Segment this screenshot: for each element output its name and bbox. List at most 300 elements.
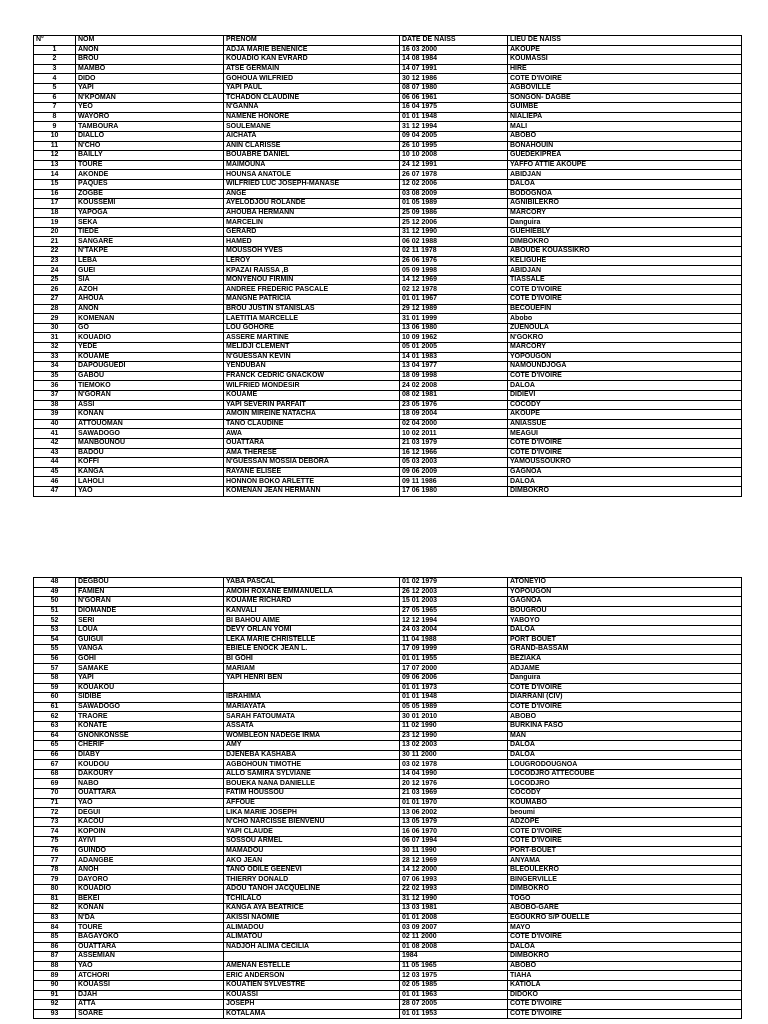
date-cell: 17 07 2000: [400, 664, 508, 674]
table-row: [34, 990, 742, 1000]
table-row: [34, 1000, 742, 1010]
lieu-cell: KATIOLA: [508, 980, 742, 990]
lieu-cell: BINGERVILLE: [508, 875, 742, 885]
table-row: [34, 429, 742, 439]
date-cell: 17 09 1999: [400, 645, 508, 655]
nom-cell: KONAN: [76, 904, 224, 914]
prenom-cell: ANGE: [224, 189, 400, 199]
date-cell: 01 01 1953: [400, 1009, 508, 1019]
row-number-cell: 16: [34, 189, 76, 199]
date-cell: 10 10 2008: [400, 151, 508, 161]
lieu-cell: beoumi: [508, 808, 742, 818]
row-number-cell: 7: [34, 103, 76, 113]
row-number-cell: 58: [34, 673, 76, 683]
date-cell: 29 12 1989: [400, 304, 508, 314]
lieu-cell: LOCODJRO ATTECOUBE: [508, 769, 742, 779]
prenom-cell: GÉRARD: [224, 227, 400, 237]
row-number-cell: 29: [34, 314, 76, 324]
lieu-cell: YOPOUGON: [508, 587, 742, 597]
lieu-cell: GUIMBE: [508, 103, 742, 113]
prenom-cell: AHOUBA HERMANN: [224, 208, 400, 218]
nom-cell: N'DA: [76, 913, 224, 923]
nom-cell: ASSEMIAN: [76, 952, 224, 962]
date-cell: 26 10 1995: [400, 141, 508, 151]
prenom-cell: ATSE GERMAIN: [224, 64, 400, 74]
date-cell: 26 06 1976: [400, 256, 508, 266]
date-cell: 11 05 1965: [400, 961, 508, 971]
table-row: [34, 856, 742, 866]
nom-cell: KOUASSI: [76, 980, 224, 990]
lieu-cell: AKOUPE: [508, 410, 742, 420]
date-cell: 05 05 1989: [400, 702, 508, 712]
nom-cell: SAMAKE: [76, 664, 224, 674]
prenom-cell: [224, 683, 400, 693]
table-row: [34, 702, 742, 712]
lieu-cell: COTE D'IVOIRE: [508, 932, 742, 942]
prenom-cell: TCHADON CLAUDINE: [224, 93, 400, 103]
nom-cell: CHERIF: [76, 741, 224, 751]
lieu-cell: ABOUDE KOUASSIKRO: [508, 247, 742, 257]
table-row: [34, 760, 742, 770]
nom-cell: FAMIEN: [76, 587, 224, 597]
lieu-cell: COTE D'IVOIRE: [508, 837, 742, 847]
nom-cell: AKONDE: [76, 170, 224, 180]
table-row: [34, 942, 742, 952]
lieu-cell: COTE D'IVOIRE: [508, 295, 742, 305]
prenom-cell: DEVY ORLAN YOMI: [224, 625, 400, 635]
prenom-cell: IBRAHIMA: [224, 693, 400, 703]
table-row: [34, 827, 742, 837]
row-number-cell: 53: [34, 625, 76, 635]
lieu-cell: COTE D'IVOIRE: [508, 1009, 742, 1019]
prenom-cell: KOUASSI: [224, 990, 400, 1000]
date-cell: 12 12 1994: [400, 616, 508, 626]
date-cell: 08 07 1980: [400, 83, 508, 93]
date-cell: 01 08 2008: [400, 942, 508, 952]
prenom-cell: AMOIH ROXANE EMMANUELLA: [224, 587, 400, 597]
nom-cell: MANBOUNOU: [76, 438, 224, 448]
lieu-cell: DALOA: [508, 625, 742, 635]
table-row: [34, 227, 742, 237]
row-number-cell: 82: [34, 904, 76, 914]
nom-cell: AHOUA: [76, 295, 224, 305]
nom-cell: N'TAKPE: [76, 247, 224, 257]
nom-cell: TOURE: [76, 923, 224, 933]
table-row: [34, 218, 742, 228]
prenom-cell: ASSERE MARTINE: [224, 333, 400, 343]
lieu-cell: GUEDEKIPREA: [508, 151, 742, 161]
row-number-cell: 90: [34, 980, 76, 990]
date-cell: 09 11 1986: [400, 477, 508, 487]
table-row: [34, 381, 742, 391]
table-row: [34, 295, 742, 305]
nom-cell: KOUAME: [76, 352, 224, 362]
row-number-cell: 3: [34, 64, 76, 74]
nom-cell: GUEI: [76, 266, 224, 276]
lieu-cell: COTE D'IVOIRE: [508, 683, 742, 693]
table-row: [34, 160, 742, 170]
prenom-cell: AYELODJOU ROLANDE: [224, 199, 400, 209]
lieu-cell: DALOA: [508, 179, 742, 189]
date-cell: 14 12 2000: [400, 865, 508, 875]
prenom-cell: NAMENE HONORE: [224, 112, 400, 122]
date-cell: 1984: [400, 952, 508, 962]
date-cell: 24 02 2008: [400, 381, 508, 391]
row-number-cell: 1: [34, 45, 76, 55]
nom-cell: SOARE: [76, 1009, 224, 1019]
prenom-cell: JOSEPH: [224, 1000, 400, 1010]
table-row: [34, 266, 742, 276]
lieu-cell: COTE D'IVOIRE: [508, 438, 742, 448]
nom-cell: MAMBO: [76, 64, 224, 74]
date-cell: 18 09 1998: [400, 371, 508, 381]
date-cell: 28 07 2005: [400, 1000, 508, 1010]
prenom-cell: N'GUESSAN KEVIN: [224, 352, 400, 362]
table-row: [34, 314, 742, 324]
prenom-cell: LEKA MARIE CHRISTELLE: [224, 635, 400, 645]
prenom-cell: YAPI CLAUDE: [224, 827, 400, 837]
table-row: [34, 971, 742, 981]
date-cell: 14 12 1969: [400, 275, 508, 285]
row-number-cell: 88: [34, 961, 76, 971]
date-cell: 05 03 2003: [400, 458, 508, 468]
date-cell: 12 02 2006: [400, 179, 508, 189]
date-cell: 06 02 1988: [400, 237, 508, 247]
nom-cell: SAWADOGO: [76, 429, 224, 439]
row-number-cell: 22: [34, 247, 76, 257]
lieu-cell: GRAND-BASSAM: [508, 645, 742, 655]
table-row: [34, 486, 742, 496]
lieu-cell: KOUMASSI: [508, 55, 742, 65]
table-row: [34, 606, 742, 616]
prenom-cell: AFFOUE: [224, 798, 400, 808]
table-row: [34, 904, 742, 914]
table-row: [34, 817, 742, 827]
lieu-cell: BLEOULEKRO: [508, 865, 742, 875]
nom-cell: ATTOUOMAN: [76, 419, 224, 429]
row-number-cell: 46: [34, 477, 76, 487]
table-row: [34, 923, 742, 933]
lieu-cell: LOUGRODOUGNOA: [508, 760, 742, 770]
lieu-cell: BEZIAKA: [508, 654, 742, 664]
prenom-cell: LEROY: [224, 256, 400, 266]
table-row: [34, 371, 742, 381]
lieu-cell: MARCORY: [508, 343, 742, 353]
date-cell: 12 03 1975: [400, 971, 508, 981]
lieu-cell: ABIDJAN: [508, 170, 742, 180]
row-number-cell: 8: [34, 112, 76, 122]
nom-cell: BROU: [76, 55, 224, 65]
table-row: [34, 275, 742, 285]
table-row: [34, 55, 742, 65]
nom-cell: NABO: [76, 779, 224, 789]
row-number-cell: 32: [34, 343, 76, 353]
lieu-cell: PORT BOUET: [508, 635, 742, 645]
lieu-cell: ADZOPE: [508, 817, 742, 827]
table-row: [34, 438, 742, 448]
row-number-cell: 21: [34, 237, 76, 247]
date-cell: 13 06 2002: [400, 808, 508, 818]
lieu-cell: AGNIBILEKRO: [508, 199, 742, 209]
row-number-cell: 37: [34, 390, 76, 400]
nom-cell: YEDE: [76, 343, 224, 353]
table-row: [34, 112, 742, 122]
row-number-cell: 33: [34, 352, 76, 362]
date-cell: 13 05 1979: [400, 817, 508, 827]
nom-cell: GOHI: [76, 654, 224, 664]
lieu-cell: COCODY: [508, 789, 742, 799]
row-number-cell: 89: [34, 971, 76, 981]
nom-cell: ATTA: [76, 1000, 224, 1010]
date-cell: 13 04 1977: [400, 362, 508, 372]
date-cell: 02 05 1985: [400, 980, 508, 990]
nom-cell: AYIVI: [76, 837, 224, 847]
nom-cell: KOUSSEMI: [76, 199, 224, 209]
lieu-cell: BURKINA FASO: [508, 721, 742, 731]
prenom-cell: KANGA AYA BEATRICE: [224, 904, 400, 914]
table-row: [34, 141, 742, 151]
nom-cell: ANOH: [76, 865, 224, 875]
date-cell: 09 06 2006: [400, 673, 508, 683]
date-cell: 14 07 1991: [400, 64, 508, 74]
register-table-2: [33, 577, 742, 1019]
table-row: [34, 846, 742, 856]
table-row: [34, 625, 742, 635]
table-row: [34, 597, 742, 607]
table-row: [34, 587, 742, 597]
row-number-cell: 9: [34, 122, 76, 132]
row-number-cell: 31: [34, 333, 76, 343]
lieu-cell: COTE D'IVOIRE: [508, 1000, 742, 1010]
lieu-cell: ADJAME: [508, 664, 742, 674]
date-cell: 10 02 2011: [400, 429, 508, 439]
table-row: [34, 875, 742, 885]
nom-cell: BADOU: [76, 448, 224, 458]
lieu-cell: COTE D'IVOIRE: [508, 371, 742, 381]
date-cell: 08 02 1981: [400, 390, 508, 400]
table-row: [34, 458, 742, 468]
date-cell: 14 08 1984: [400, 55, 508, 65]
row-number-cell: 65: [34, 741, 76, 751]
lieu-cell: ABOBO: [508, 712, 742, 722]
row-number-cell: 13: [34, 160, 76, 170]
lieu-cell: DIMBOKRO: [508, 237, 742, 247]
lieu-cell: ABOBO-GARE: [508, 904, 742, 914]
prenom-cell: AMOIN MIREINE NATACHA: [224, 410, 400, 420]
row-number-cell: 67: [34, 760, 76, 770]
table-row: [34, 343, 742, 353]
nom-cell: ATCHORI: [76, 971, 224, 981]
row-number-cell: 60: [34, 693, 76, 703]
row-number-cell: 68: [34, 769, 76, 779]
table-row: [34, 304, 742, 314]
nom-cell: ADANGBE: [76, 856, 224, 866]
lieu-cell: ABIDJAN: [508, 266, 742, 276]
row-number-cell: 57: [34, 664, 76, 674]
date-cell: 03 09 2007: [400, 923, 508, 933]
lieu-cell: BODOGNOA: [508, 189, 742, 199]
date-cell: 21 03 1969: [400, 789, 508, 799]
date-cell: 31 12 1994: [400, 122, 508, 132]
table-row: [34, 189, 742, 199]
header-num: N°: [34, 36, 76, 46]
row-number-cell: 44: [34, 458, 76, 468]
row-number-cell: 86: [34, 942, 76, 952]
date-cell: 06 06 1961: [400, 93, 508, 103]
prenom-cell: KANVALI: [224, 606, 400, 616]
lieu-cell: DALOA: [508, 750, 742, 760]
header-nom: NOM: [76, 36, 224, 46]
lieu-cell: ANIASSUE: [508, 419, 742, 429]
prenom-cell: KOUAME: [224, 390, 400, 400]
nom-cell: OUATTARA: [76, 942, 224, 952]
nom-cell: TIEDE: [76, 227, 224, 237]
nom-cell: KOFFI: [76, 458, 224, 468]
lieu-cell: BONAHOUIN: [508, 141, 742, 151]
row-number-cell: 41: [34, 429, 76, 439]
lieu-cell: SONGON- DAGBE: [508, 93, 742, 103]
nom-cell: KONAN: [76, 410, 224, 420]
date-cell: 31 12 1990: [400, 227, 508, 237]
table-row: [34, 769, 742, 779]
nom-cell: DAPOUGUEDI: [76, 362, 224, 372]
row-number-cell: 84: [34, 923, 76, 933]
date-cell: 01 01 2008: [400, 913, 508, 923]
row-number-cell: 15: [34, 179, 76, 189]
lieu-cell: BOUGROU: [508, 606, 742, 616]
row-number-cell: 64: [34, 731, 76, 741]
lieu-cell: MALI: [508, 122, 742, 132]
date-cell: 27 05 1965: [400, 606, 508, 616]
lieu-cell: DALOA: [508, 741, 742, 751]
lieu-cell: ABOBO: [508, 961, 742, 971]
table-row: [34, 837, 742, 847]
table-row: [34, 323, 742, 333]
date-cell: 01 01 1967: [400, 295, 508, 305]
nom-cell: TAMBOURA: [76, 122, 224, 132]
row-number-cell: 17: [34, 199, 76, 209]
nom-cell: GUIGUI: [76, 635, 224, 645]
nom-cell: YAPOGA: [76, 208, 224, 218]
prenom-cell: THIERRY DONALD: [224, 875, 400, 885]
table-row: [34, 980, 742, 990]
prenom-cell: ANDREE FREDERIC PASCALE: [224, 285, 400, 295]
table-row: [34, 362, 742, 372]
date-cell: 24 12 1991: [400, 160, 508, 170]
date-cell: 26 12 2003: [400, 587, 508, 597]
lieu-cell: YAMOUSSOUKRO: [508, 458, 742, 468]
table-row: [34, 693, 742, 703]
row-number-cell: 51: [34, 606, 76, 616]
table-row: [34, 894, 742, 904]
table-row: [34, 93, 742, 103]
row-number-cell: 91: [34, 990, 76, 1000]
lieu-cell: DALOA: [508, 942, 742, 952]
row-number-cell: 54: [34, 635, 76, 645]
nom-cell: LEBA: [76, 256, 224, 266]
nom-cell: DIALLO: [76, 131, 224, 141]
prenom-cell: FATIM HOUSSOU: [224, 789, 400, 799]
nom-cell: GNONKONSSE: [76, 731, 224, 741]
lieu-cell: DALOA: [508, 381, 742, 391]
table-row: [34, 798, 742, 808]
prenom-cell: ASSATA: [224, 721, 400, 731]
nom-cell: DAKOURY: [76, 769, 224, 779]
prenom-cell: ALIMADOU: [224, 923, 400, 933]
prenom-cell: MARIAM: [224, 664, 400, 674]
header-date: DATE DE NAISS: [400, 36, 508, 46]
date-cell: 13 06 1980: [400, 323, 508, 333]
nom-cell: KANGA: [76, 467, 224, 477]
nom-cell: DEGUI: [76, 808, 224, 818]
date-cell: 01 05 1989: [400, 199, 508, 209]
prenom-cell: YAPI PAUL: [224, 83, 400, 93]
row-number-cell: 23: [34, 256, 76, 266]
nom-cell: YAPI: [76, 673, 224, 683]
nom-cell: ANON: [76, 45, 224, 55]
row-number-cell: 4: [34, 74, 76, 84]
nom-cell: N'GORAN: [76, 390, 224, 400]
table-row: [34, 673, 742, 683]
table-row: [34, 664, 742, 674]
date-cell: 31 01 1999: [400, 314, 508, 324]
table-row: [34, 885, 742, 895]
prenom-cell: EBIELE ENOCK JEAN L.: [224, 645, 400, 655]
table-row: [34, 721, 742, 731]
prenom-cell: ADJA MARIE BENENICE: [224, 45, 400, 55]
date-cell: 21 03 1979: [400, 438, 508, 448]
lieu-cell: COTE D'IVOIRE: [508, 702, 742, 712]
lieu-cell: ZUENOULA: [508, 323, 742, 333]
nom-cell: DAYORO: [76, 875, 224, 885]
lieu-cell: AKOUPE: [508, 45, 742, 55]
table-row: [34, 616, 742, 626]
nom-cell: BEKEI: [76, 894, 224, 904]
row-number-cell: 49: [34, 587, 76, 597]
table-header-row: [34, 36, 742, 46]
nom-cell: DEGBOU: [76, 578, 224, 588]
prenom-cell: YAPI SEVERIN PARFAIT: [224, 400, 400, 410]
row-number-cell: 34: [34, 362, 76, 372]
lieu-cell: NAMOUNDJOGA: [508, 362, 742, 372]
table-row: [34, 865, 742, 875]
lieu-cell: NIALIEPA: [508, 112, 742, 122]
lieu-cell: COTE D'IVOIRE: [508, 827, 742, 837]
lieu-cell: DIARRANI (CIV): [508, 693, 742, 703]
table-row: [34, 808, 742, 818]
date-cell: 02 12 1978: [400, 285, 508, 295]
row-number-cell: 93: [34, 1009, 76, 1019]
prenom-cell: MARIAYATA: [224, 702, 400, 712]
lieu-cell: GUEHIEBLY: [508, 227, 742, 237]
lieu-cell: AGBOVILLE: [508, 83, 742, 93]
table-row: [34, 45, 742, 55]
lieu-cell: LOCODJRO: [508, 779, 742, 789]
lieu-cell: DIMBOKRO: [508, 952, 742, 962]
prenom-cell: TANO CLAUDINE: [224, 419, 400, 429]
prenom-cell: WILFRIED LUC JOSEPH-MANASÉ: [224, 179, 400, 189]
lieu-cell: ATONEYIO: [508, 578, 742, 588]
nom-cell: YAPI: [76, 83, 224, 93]
nom-cell: TOURE: [76, 160, 224, 170]
row-number-cell: 14: [34, 170, 76, 180]
date-cell: 25 12 2006: [400, 218, 508, 228]
row-number-cell: 50: [34, 597, 76, 607]
nom-cell: ZOGBE: [76, 189, 224, 199]
prenom-cell: ADOU TANOH JACQUELINE: [224, 885, 400, 895]
row-number-cell: 10: [34, 131, 76, 141]
prenom-cell: AGBOHOUN TIMOTHE: [224, 760, 400, 770]
